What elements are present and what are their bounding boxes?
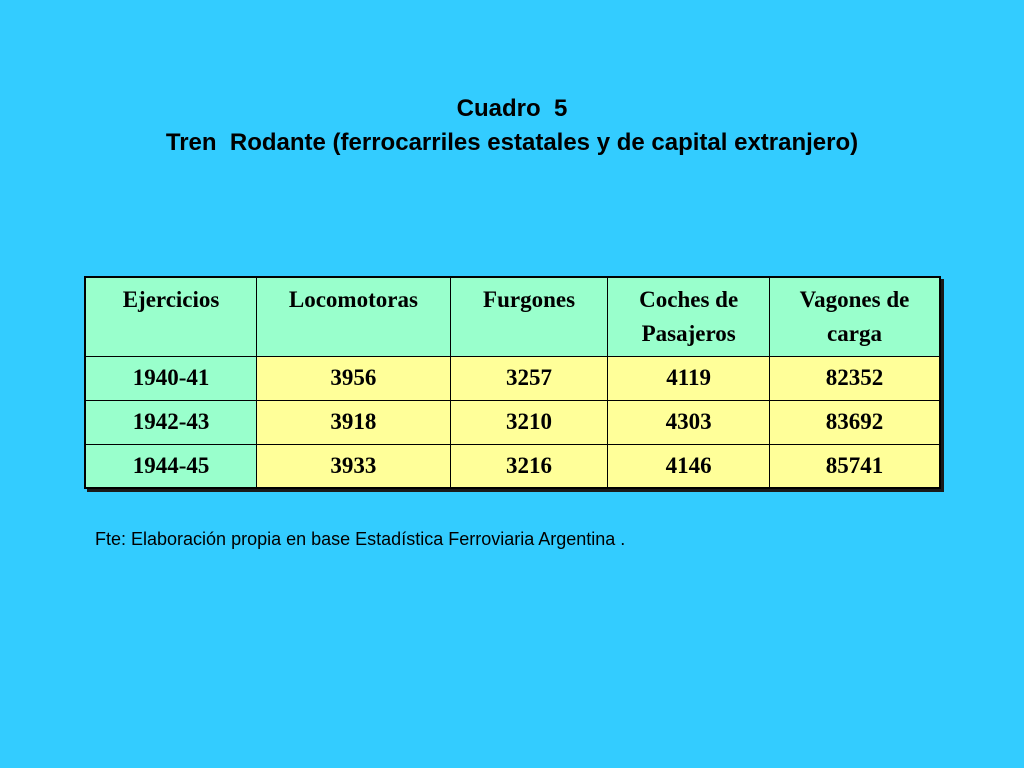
cell-locomotoras: 3918 — [257, 400, 451, 444]
slide-title — [0, 92, 1024, 160]
table-number: Cuadro 5 — [456, 95, 568, 122]
rolling-stock-table — [84, 276, 941, 489]
cell-ejercicio: 1942-43 — [85, 400, 257, 444]
cell-vagones-carga: 85741 — [769, 444, 940, 488]
cell-ejercicio: 1944-45 — [85, 444, 257, 488]
table-row — [85, 356, 940, 400]
cell-locomotoras: 3933 — [257, 444, 451, 488]
header-locomotoras: Locomotoras — [257, 277, 451, 356]
cell-vagones-carga: 83692 — [769, 400, 940, 444]
cell-vagones-carga: 82352 — [769, 356, 940, 400]
cell-coches-pasajeros: 4146 — [608, 444, 770, 488]
table-row — [85, 400, 940, 444]
cell-furgones: 3257 — [450, 356, 608, 400]
cell-furgones: 3210 — [450, 400, 608, 444]
header-ejercicios: Ejercicios — [85, 277, 257, 356]
source-note: Fte: Elaboración propia en base Estadística Ferroviaria Argentina . — [95, 529, 626, 549]
cell-locomotoras: 3956 — [257, 356, 451, 400]
cell-coches-pasajeros: 4119 — [608, 356, 770, 400]
cell-furgones: 3216 — [450, 444, 608, 488]
cell-ejercicio: 1940-41 — [85, 356, 257, 400]
table-row — [85, 444, 940, 488]
cell-coches-pasajeros: 4303 — [608, 400, 770, 444]
table-header-row — [85, 277, 940, 356]
header-vagones-carga: Vagones de carga — [769, 277, 940, 356]
header-furgones: Furgones — [450, 277, 608, 356]
table-title: Tren Rodante (ferrocarriles estatales y de capital extranjero) — [165, 129, 859, 156]
header-coches-pasajeros: Coches de Pasajeros — [608, 277, 770, 356]
